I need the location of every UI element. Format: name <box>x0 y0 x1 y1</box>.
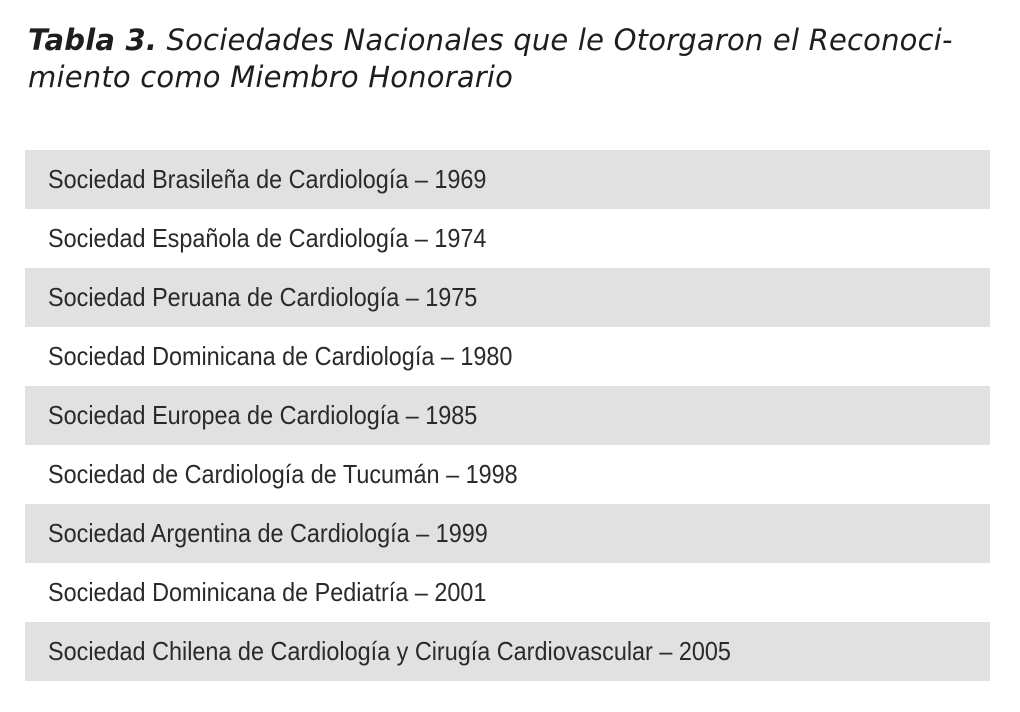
table-row-text: Sociedad Chilena de Cardiología y Cirugía Cardiovascular – 2005 <box>48 636 731 666</box>
table-row <box>25 150 990 209</box>
table-row <box>25 445 990 504</box>
table-title: Sociedades Nacionales que le Otorgaron el Reconoci- miento como Miembro Honorario <box>28 23 953 94</box>
table-number-label: Tabla 3. <box>28 23 158 57</box>
table-row <box>25 622 990 681</box>
table-row <box>25 327 990 386</box>
table-row-text: Sociedad Brasileña de Cardiología – 1969 <box>48 164 487 194</box>
table-row-text: Sociedad Dominicana de Pediatría – 2001 <box>48 577 487 607</box>
table-caption <box>28 22 998 96</box>
table-row <box>25 209 990 268</box>
table-row <box>25 504 990 563</box>
table-row <box>25 563 990 622</box>
table-row-text: Sociedad Argentina de Cardiología – 1999 <box>48 518 488 548</box>
table-row-text: Sociedad Dominicana de Cardiología – 1980 <box>48 341 513 371</box>
table-row <box>25 268 990 327</box>
table-row-text: Sociedad Española de Cardiología – 1974 <box>48 223 487 253</box>
table-row-text: Sociedad Europea de Cardiología – 1985 <box>48 400 478 430</box>
table-row <box>25 386 990 445</box>
honorary-membership-table <box>25 150 990 681</box>
table-row-text: Sociedad de Cardiología de Tucumán – 1998 <box>48 459 518 489</box>
table-row-text: Sociedad Peruana de Cardiología – 1975 <box>48 282 478 312</box>
